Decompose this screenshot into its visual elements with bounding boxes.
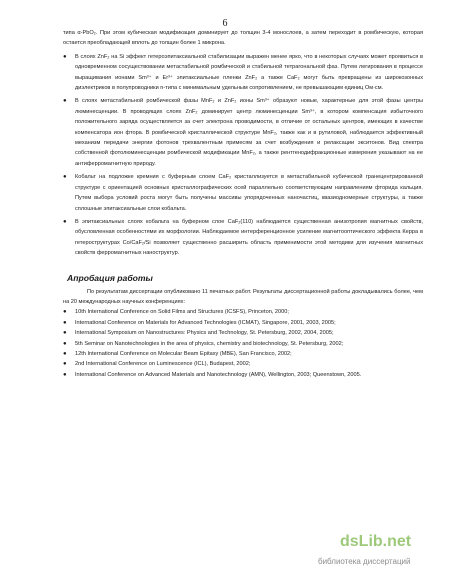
list-item: ● 5th Seminar on Nanotechnologies in the area of physics, chemistry and biotechnology, St. Petersburg, 2002; <box>63 339 423 349</box>
bullet-icon: ● <box>63 319 67 326</box>
bullet-item <box>63 52 423 94</box>
page-number: 6 <box>222 18 228 29</box>
page-content <box>63 28 423 380</box>
bullet-icon: ● <box>63 350 67 357</box>
list-item: ● 10th International Conference on Solid Films and Structures (ICSFS), Princeton, 2000; <box>63 307 423 317</box>
bullet-icon: ● <box>63 174 67 181</box>
section-title: Апробация работы <box>67 272 153 283</box>
bullet-text: В слоях ZnF₂ на Si эффект гетероэпитаксиальной стабилизации выражен менее ярко, что в некоторых случаях может проявиться в одновременном сосуществовании метастабильной ромбической и стабильной тетрагональной фаз. Путем легирования в процессе выращивания ионами Sm³⁺ и Er³⁺ эпитаксиальные пленки ZnF₂ а также CaF₂ могут быть превращены из широкозонных диэлектриков в полупроводники n-типа с минимальным удельным сопротивлением, не превышающим единиц Ом·см. <box>75 53 423 92</box>
bullet-icon: ● <box>63 98 67 105</box>
intro-paragraph: типа α-PbO₂. При этом кубическая модификация доминирует до толщин 3-4 монослоев, а затем переходит в ромбическую, которая остается преобладающей вплоть до толщин более 1 микрона. <box>63 30 423 47</box>
bullet-icon: ● <box>63 309 67 316</box>
bullet-icon: ● <box>63 371 67 378</box>
approbation-paragraph: По результатам диссертации опубликовано 11 печатных работ. Результаты диссертационной работы докладывались более, чем на 20 международных научных конференциях: <box>63 288 423 305</box>
list-item: ● 2nd International Conference on Luminescence (ICL), Budapest, 2002; <box>63 359 423 369</box>
conference-list <box>63 307 423 380</box>
bullet-icon: ● <box>63 340 67 347</box>
bullet-text: Кобальт на подложке кремния с буферным слоем CaF₂ кристаллизуется в метастабильной кубической гранецентрированной структуре с ориентацией основных кристаллографических осей параллельно соответствующим направлениям фторида кальция. Путем выбора условий роста могут быть получены массивы упорядоченных наночастиц, квазиодномерные структуры, а также сплошные эпитаксиальные слои кобальта. <box>75 174 423 212</box>
bullet-item <box>63 217 423 259</box>
bullet-item <box>63 96 423 169</box>
list-item: ● 12th International Conference on Molecular Beam Epitaxy (MBE), San Francisco, 2002; <box>63 349 423 359</box>
bullet-text: В эпитаксиальных слоях кобальта на буферном слое CaF₂(110) наблюдается существенная анизотропия магнитных свойств, обусловленная особенностями их морфологии. Наблюдаемое интерференционное усиление магнитооптического эффекта Керра в гетероструктурах Co/CaF₂/Si позволяет существенно расширить область применимости этой методики для изучения магнитных свойств ферромагнитных наноструктур. <box>75 218 423 257</box>
bullet-text: В слоях метастабильной ромбической фазы MnF₂ и ZnF₂ ионы Sm³⁺ образуют новые, характерные для этой фазы центры люминесценции. В проводящих слоях ZnF₂ доминирует центр люминесценции Sm³⁺, в котором компенсация избыточного положительного заряда осуществляется за счет электрона проводимости, в отличие от остальных центров, имеющих в качестве компенсатора ион фтора. В ромбической кристаллической структуре MnF₂, также как и в рутиловой, наблюдается эффективный механизм передачи энергии фотонов трехвалентным примесям за счет возбуждения и релаксации экситонов. Вид спектра собственной фотолюминесценции ромбической модификации MnF₂, а также рентгенодифракционные измерения указывают на ее антиферромагнитную природу. <box>75 98 423 167</box>
bullet-icon: ● <box>63 218 67 225</box>
watermark <box>318 533 438 573</box>
watermark-logo: dsLib.net <box>340 533 412 550</box>
list-item: ● International Conference on Materials for Advanced Technologies (ICMAT), Singapore, 2001, 2003, 2005; <box>63 318 423 328</box>
watermark-caption: библиотека диссертаций <box>318 557 411 566</box>
bullet-icon: ● <box>63 330 67 337</box>
bullet-item <box>63 172 423 214</box>
bullet-icon: ● <box>63 361 67 368</box>
list-item: ● International Conference on Advanced Materials and Nanotechnology (AMN), Wellington, 2003; Queenstown, 2005. <box>63 370 423 380</box>
list-item: ● International Symposium on Nanostructures: Physics and Technology, St. Petersburg, 2002, 2004, 2005; <box>63 328 423 338</box>
bullet-icon: ● <box>63 53 67 60</box>
